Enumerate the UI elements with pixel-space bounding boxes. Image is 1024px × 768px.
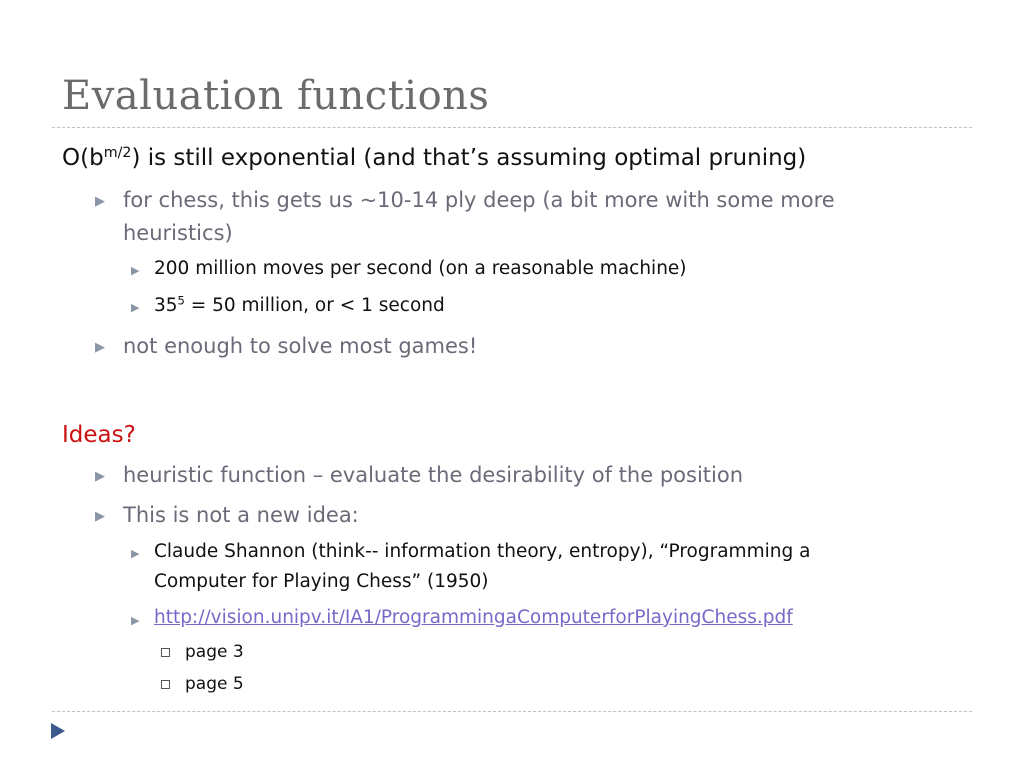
- sub-bullet-shannon-continued: Computer for Playing Chess” (1950): [154, 571, 489, 592]
- heading-complexity: [62, 145, 806, 173]
- title-divider: [52, 127, 972, 128]
- slide-title: Evaluation functions: [62, 73, 490, 119]
- sub-bullet-moves-per-second: 200 million moves per second (on a reasonable machine): [154, 258, 687, 279]
- small-triangle-bullet-icon: ▶: [131, 547, 140, 560]
- small-triangle-bullet-icon: ▶: [131, 614, 140, 627]
- bullet-not-enough: not enough to solve most games!: [123, 334, 478, 358]
- sub-bullet-35-power: [154, 295, 445, 317]
- footer-divider: [52, 711, 972, 712]
- bullet-heuristic-function: heuristic function – evaluate the desirability of the position: [123, 463, 744, 487]
- bullet-chess-depth-continued: heuristics): [123, 221, 233, 245]
- sub-bullet-35-rest: = 50 million, or < 1 second: [184, 295, 445, 316]
- sub-bullet-35-exponent: 5: [177, 293, 185, 308]
- bullet-not-new-idea: This is not a new idea:: [123, 503, 359, 527]
- bullet-chess-depth: for chess, this gets us ~10-14 ply deep (a bit more with some more: [123, 188, 835, 212]
- play-arrow-icon: [50, 722, 66, 740]
- triangle-bullet-icon: ▶: [95, 509, 105, 524]
- small-triangle-bullet-icon: ▶: [131, 301, 140, 314]
- small-triangle-bullet-icon: ▶: [131, 264, 140, 277]
- sub-bullet-35-base: 35: [154, 295, 178, 316]
- square-bullet-icon: [161, 680, 170, 689]
- triangle-bullet-icon: ▶: [95, 340, 105, 355]
- triangle-bullet-icon: ▶: [95, 194, 105, 209]
- square-bullet-icon: [161, 648, 170, 657]
- heading-complexity-exponent: m/2: [103, 145, 132, 162]
- page-item-3: page 3: [185, 642, 244, 662]
- sub-bullet-shannon: Claude Shannon (think-- information theory, entropy), “Programming a: [154, 541, 811, 562]
- heading-ideas: Ideas?: [62, 422, 136, 448]
- heading-complexity-prefix: O(b: [62, 145, 104, 171]
- triangle-bullet-icon: ▶: [95, 469, 105, 484]
- page-item-5: page 5: [185, 674, 244, 694]
- pdf-link[interactable]: http://vision.unipv.it/IA1/ProgrammingaComputerforPlayingChess.pdf: [154, 607, 793, 628]
- heading-complexity-suffix: ) is still exponential (and that’s assuming optimal pruning): [131, 145, 807, 171]
